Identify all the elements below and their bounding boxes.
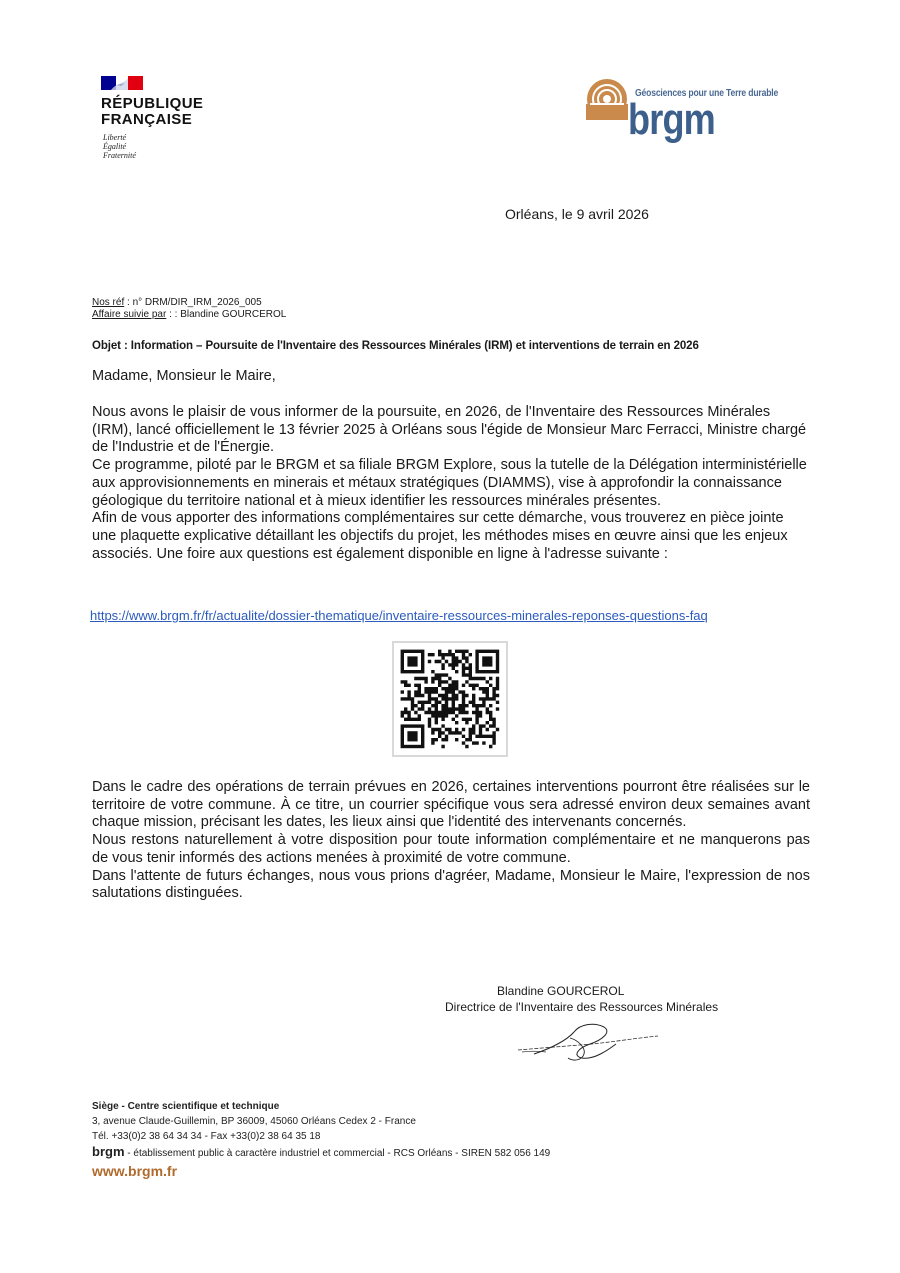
reference-line: Nos réf : n° DRM/DIR_IRM_2026_005 [92,297,262,308]
letter-footer [92,1099,550,1161]
signatory-name: Blandine GOURCEROL [497,984,625,998]
footer-website-link[interactable]: www.brgm.fr [92,1163,178,1179]
paragraph: Dans le cadre des opérations de terrain prévues en 2026, certaines interventions pourront être réalisées sur le territoire de votre commune. À ce titre, un courrier spécifique vous sera adressé environ deux semaines avant chaque mission, précisant les dates, les lieux ainsi que l'identité des intervenants concernés. [92,779,810,831]
paragraph: Nous restons naturellement à votre disposition pour toute information complémentaire et ne manquerons pas de vous tenir informés des actions menées à proximité de votre commune. [92,832,810,866]
republique-francaise-title: RÉPUBLIQUE FRANÇAISE [101,95,204,128]
letter-subject: Objet : Information – Poursuite de l'Inventaire des Ressources Minérales (IRM) et interventions de terrain en 2026 [92,340,699,352]
paragraph: Ce programme, piloté par le BRGM et sa filiale BRGM Explore, sous la tutelle de la Délégation interministérielle aux approvisionnements en minerais et métaux stratégiques (DIAMMS), vise à approfondir la connaissance géologique du territoire national et à mieux identifier les ressources minérales présentes. [92,457,807,509]
qr-code-icon [394,643,506,755]
letter-body-part-1 [92,404,810,563]
followed-by-line: Affaire suivie par : : Blandine GOURCEROL [92,309,287,320]
faq-link[interactable]: https://www.brgm.fr/fr/actualite/dossier-thematique/inventaire-ressources-minerales-reponses-questions-faq [90,608,708,623]
letter-references [92,297,286,321]
brgm-tagline: Géosciences pour une Terre durable [635,88,779,99]
handwritten-signature [512,1018,662,1064]
brgm-emblem-icon [586,78,628,120]
footer-phone: Tél. +33(0)2 38 64 34 34 - Fax +33(0)2 38 64 35 18 [92,1131,321,1142]
paragraph: Nous avons le plaisir de vous informer de la poursuite, en 2026, de l'Inventaire des Ressources Minérales (IRM), lancé officiellement le 13 février 2025 à Orléans sous l'égide de Monsieur Marc Ferracci, Ministre chargé de l'Industrie et de l'Énergie. [92,404,807,456]
faq-qr-code[interactable] [392,641,508,757]
letter-date: Orléans, le 9 avril 2026 [505,206,649,222]
footer-legal: brgm - établissement public à caractère industriel et commercial - RCS Orléans - SIREN 582 056 149 [92,1144,551,1159]
paragraph: Dans l'attente de futurs échanges, nous vous prions d'agréer, Madame, Monsieur le Maire, l'expression de nos salutations distinguées. [92,867,810,902]
footer-address: 3, avenue Claude-Guillemin, BP 36009, 45060 Orléans Cedex 2 - France [92,1116,416,1127]
letter-salutation: Madame, Monsieur le Maire, [92,368,276,384]
footer-head: Siège - Centre scientifique et technique [92,1101,280,1112]
brgm-wordmark: brgm [628,95,715,144]
republique-motto: Liberté Égalité Fraternité [103,133,136,160]
paragraph: Afin de vous apporter des informations complémentaires sur cette démarche, vous trouverez en pièce jointe une plaquette explicative détaillant les objectifs du projet, les méthodes mises en œuvre ainsi que les enjeux associés. Une foire aux questions est également disponible en ligne à l'adresse suivante : [92,510,788,562]
letter-body-part-2 [92,779,810,903]
marianne-flag-icon [101,76,143,90]
signatory-title: Directrice de l'Inventaire des Ressources Minérales [445,1000,719,1014]
